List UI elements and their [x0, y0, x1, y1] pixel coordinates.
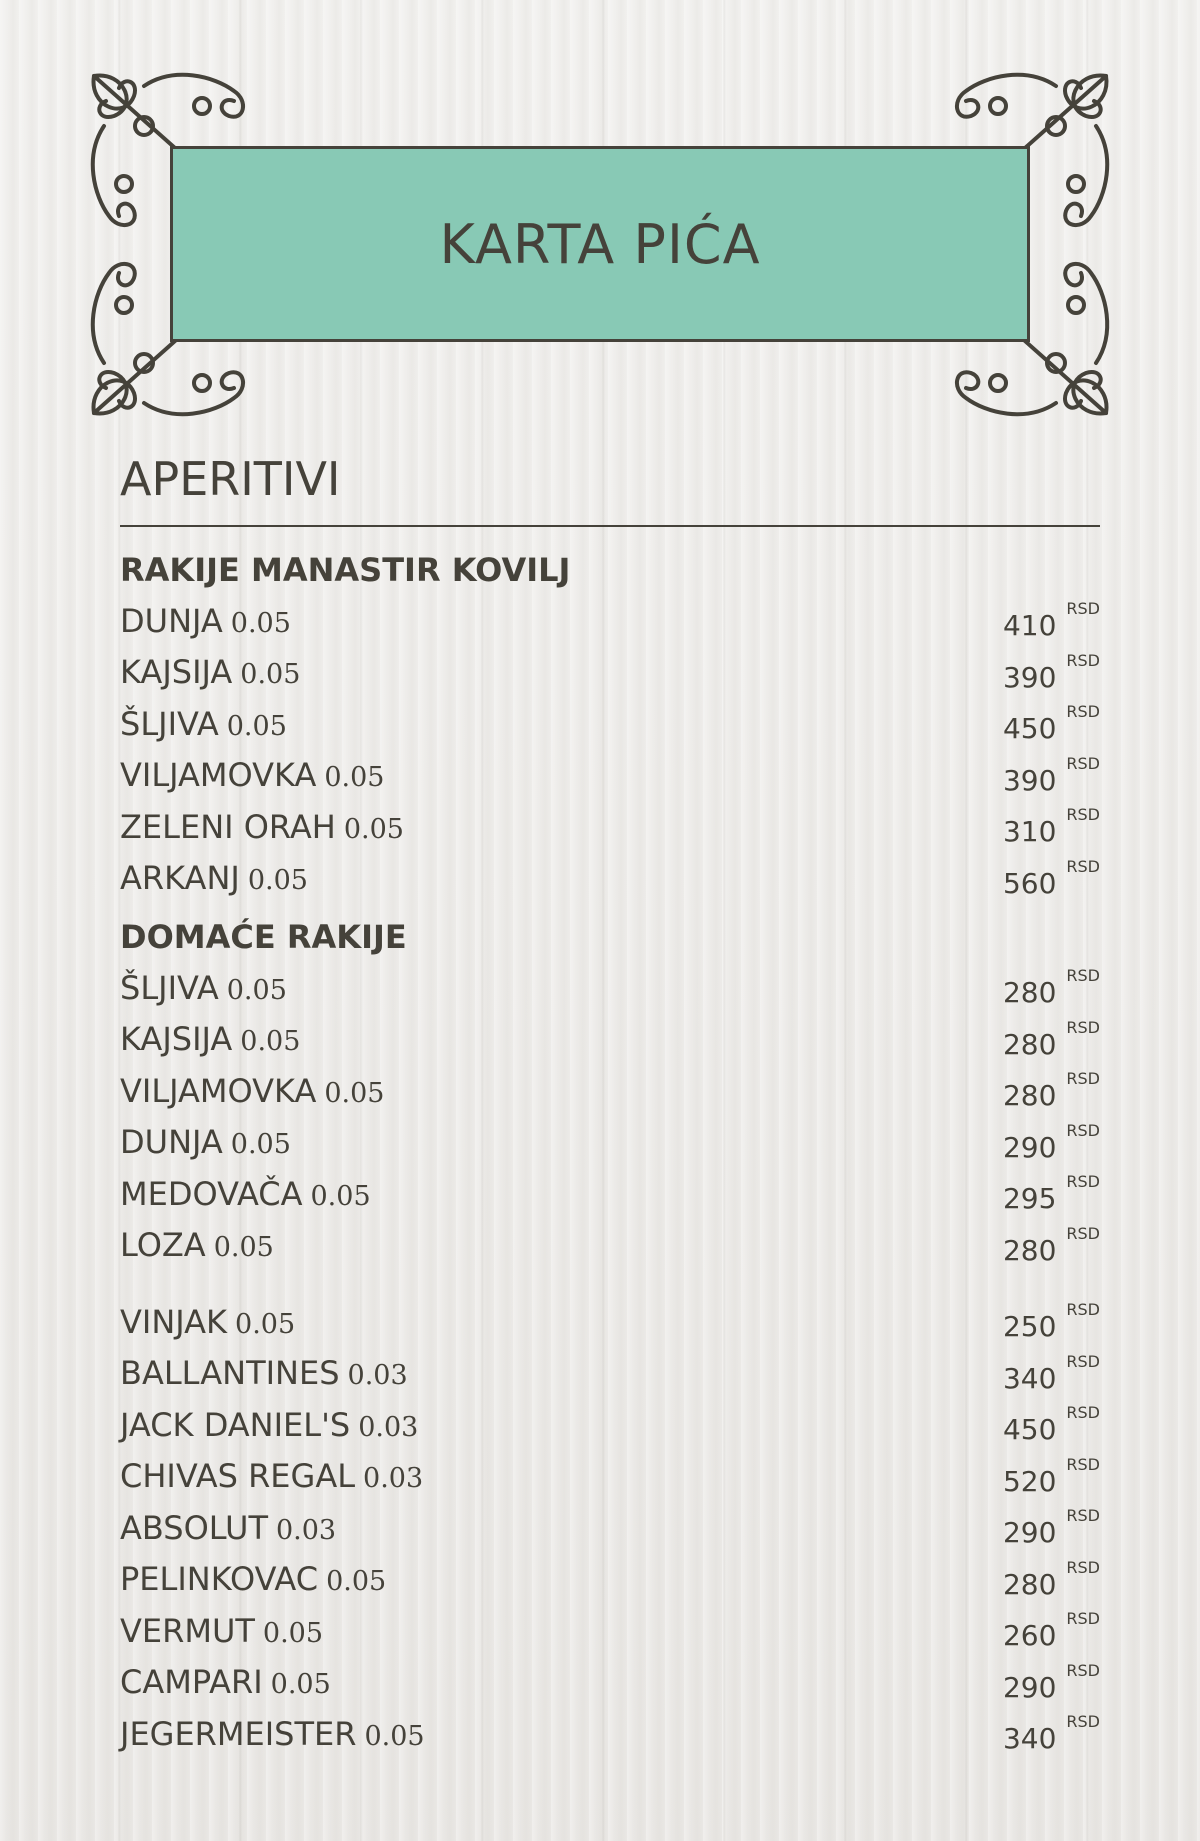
item-name: ŠLJIVA: [120, 968, 219, 1007]
menu-item: [120, 698, 1100, 750]
currency-label: RSD: [1066, 1069, 1100, 1089]
item-volume: 0.03: [275, 1514, 337, 1546]
menu-item: [120, 1605, 1100, 1657]
currency-label: RSD: [1066, 1223, 1100, 1243]
item-price: 280: [1002, 976, 1057, 1010]
item-price: 340: [1002, 1722, 1057, 1756]
menu-item: [120, 1451, 1100, 1503]
currency-label: RSD: [1066, 1557, 1100, 1577]
item-volume: 0.05: [235, 1308, 296, 1340]
item-price: 310: [1002, 815, 1057, 849]
currency-label: RSD: [1066, 753, 1100, 773]
currency-label: RSD: [1066, 1120, 1100, 1140]
item-price: 450: [1002, 1413, 1057, 1447]
menu-item: [120, 1014, 1100, 1066]
item-volume: 0.05: [324, 1077, 385, 1109]
item-volume: 0.05: [230, 607, 291, 639]
item-name: KAJSIJA: [120, 1020, 233, 1059]
menu-item: [120, 1348, 1100, 1400]
item-name: DUNJA: [120, 601, 223, 640]
item-price: 280: [1002, 1233, 1057, 1267]
section-title: APERITIVI: [120, 452, 341, 506]
currency-label: RSD: [1066, 1454, 1100, 1474]
item-price: 290: [1002, 1670, 1057, 1704]
menu-item: [120, 801, 1100, 853]
item-volume: 0.05: [240, 659, 301, 691]
item-name: ŠLJIVA: [120, 704, 219, 743]
currency-label: RSD: [1066, 1017, 1100, 1037]
title-panel: [170, 146, 1030, 342]
item-price: 250: [1002, 1310, 1057, 1344]
item-name: VILJAMOVKA: [120, 756, 317, 795]
item-volume: 0.05: [226, 710, 287, 742]
group-spacer: [120, 1271, 1100, 1296]
page-title: KARTA PIĆA: [439, 212, 761, 276]
item-volume: 0.05: [262, 1617, 324, 1649]
menu-item: [120, 1399, 1100, 1451]
menu-item: [120, 750, 1100, 802]
item-name: ZELENI ORAH: [120, 807, 336, 846]
item-price: 280: [1002, 1567, 1057, 1601]
currency-label: RSD: [1066, 1712, 1100, 1732]
item-name: BALLANTINES: [120, 1354, 340, 1393]
item-volume: 0.05: [226, 974, 287, 1006]
item-name: ABSOLUT: [120, 1508, 268, 1547]
item-price: 560: [1002, 866, 1057, 900]
item-name: JACK DANIEL'S: [120, 1405, 351, 1444]
menu-item: [120, 1554, 1100, 1606]
item-price: 450: [1002, 712, 1057, 746]
item-price: 390: [1002, 763, 1057, 797]
item-name: VILJAMOVKA: [120, 1071, 317, 1110]
currency-label: RSD: [1066, 966, 1100, 986]
currency-label: RSD: [1066, 650, 1100, 670]
item-name: PELINKOVAC: [120, 1560, 319, 1599]
menu-item: [120, 1502, 1100, 1554]
item-price: 410: [1002, 609, 1057, 643]
item-price: 260: [1002, 1619, 1057, 1653]
item-price: 520: [1002, 1464, 1057, 1498]
item-volume: 0.05: [247, 865, 308, 897]
item-volume: 0.05: [343, 813, 404, 845]
item-price: 280: [1002, 1079, 1057, 1113]
menu-item: [120, 962, 1100, 1014]
currency-label: RSD: [1066, 1351, 1100, 1371]
menu-item: [120, 647, 1100, 699]
currency-label: RSD: [1066, 1300, 1100, 1320]
menu-list: [120, 545, 1100, 1760]
item-name: LOZA: [120, 1226, 206, 1265]
currency-label: RSD: [1066, 1660, 1100, 1680]
item-name: MEDOVAČA: [120, 1174, 303, 1213]
item-volume: 0.05: [364, 1720, 425, 1752]
menu-item: [120, 1220, 1100, 1272]
item-volume: 0.05: [270, 1669, 331, 1701]
item-name: KAJSIJA: [120, 653, 233, 692]
item-price: 295: [1002, 1182, 1057, 1216]
item-price: 340: [1002, 1361, 1057, 1395]
item-volume: 0.05: [324, 762, 385, 794]
section-divider: [120, 525, 1100, 527]
item-volume: 0.05: [230, 1129, 291, 1161]
currency-label: RSD: [1066, 805, 1100, 825]
currency-label: RSD: [1066, 599, 1100, 619]
item-volume: 0.03: [363, 1463, 424, 1495]
item-volume: 0.05: [326, 1566, 387, 1598]
menu-item: [120, 1117, 1100, 1169]
item-name: CAMPARI: [120, 1663, 263, 1702]
menu-item: [120, 1168, 1100, 1220]
menu-item: [120, 1296, 1100, 1348]
menu-item: [120, 1708, 1100, 1760]
menu-item: [120, 853, 1100, 905]
group-title-kovilj: RAKIJE MANASTIR KOVILJ: [120, 551, 571, 589]
item-volume: 0.05: [240, 1026, 301, 1058]
item-price: 390: [1002, 660, 1057, 694]
item-volume: 0.03: [358, 1411, 419, 1443]
item-volume: 0.05: [310, 1180, 371, 1212]
item-name: VERMUT: [120, 1611, 255, 1650]
currency-label: RSD: [1066, 1609, 1100, 1629]
item-price: 280: [1002, 1027, 1057, 1061]
currency-label: RSD: [1066, 702, 1100, 722]
item-name: ARKANJ: [120, 859, 240, 898]
currency-label: RSD: [1066, 1403, 1100, 1423]
menu-item: [120, 595, 1100, 647]
menu-item: [120, 1065, 1100, 1117]
currency-label: RSD: [1066, 1506, 1100, 1526]
group-spacer: [120, 904, 1100, 912]
menu-item: [120, 1657, 1100, 1709]
item-name: JEGERMEISTER: [120, 1714, 357, 1753]
item-name: CHIVAS REGAL: [120, 1457, 356, 1496]
currency-label: RSD: [1066, 1172, 1100, 1192]
currency-label: RSD: [1066, 856, 1100, 876]
item-price: 290: [1002, 1130, 1057, 1164]
item-name: VINJAK: [120, 1302, 228, 1341]
item-volume: 0.03: [347, 1360, 408, 1392]
item-price: 290: [1002, 1516, 1057, 1550]
item-name: DUNJA: [120, 1123, 223, 1162]
item-volume: 0.05: [213, 1232, 274, 1264]
group-title-domace: DOMAĆE RAKIJE: [120, 918, 407, 956]
